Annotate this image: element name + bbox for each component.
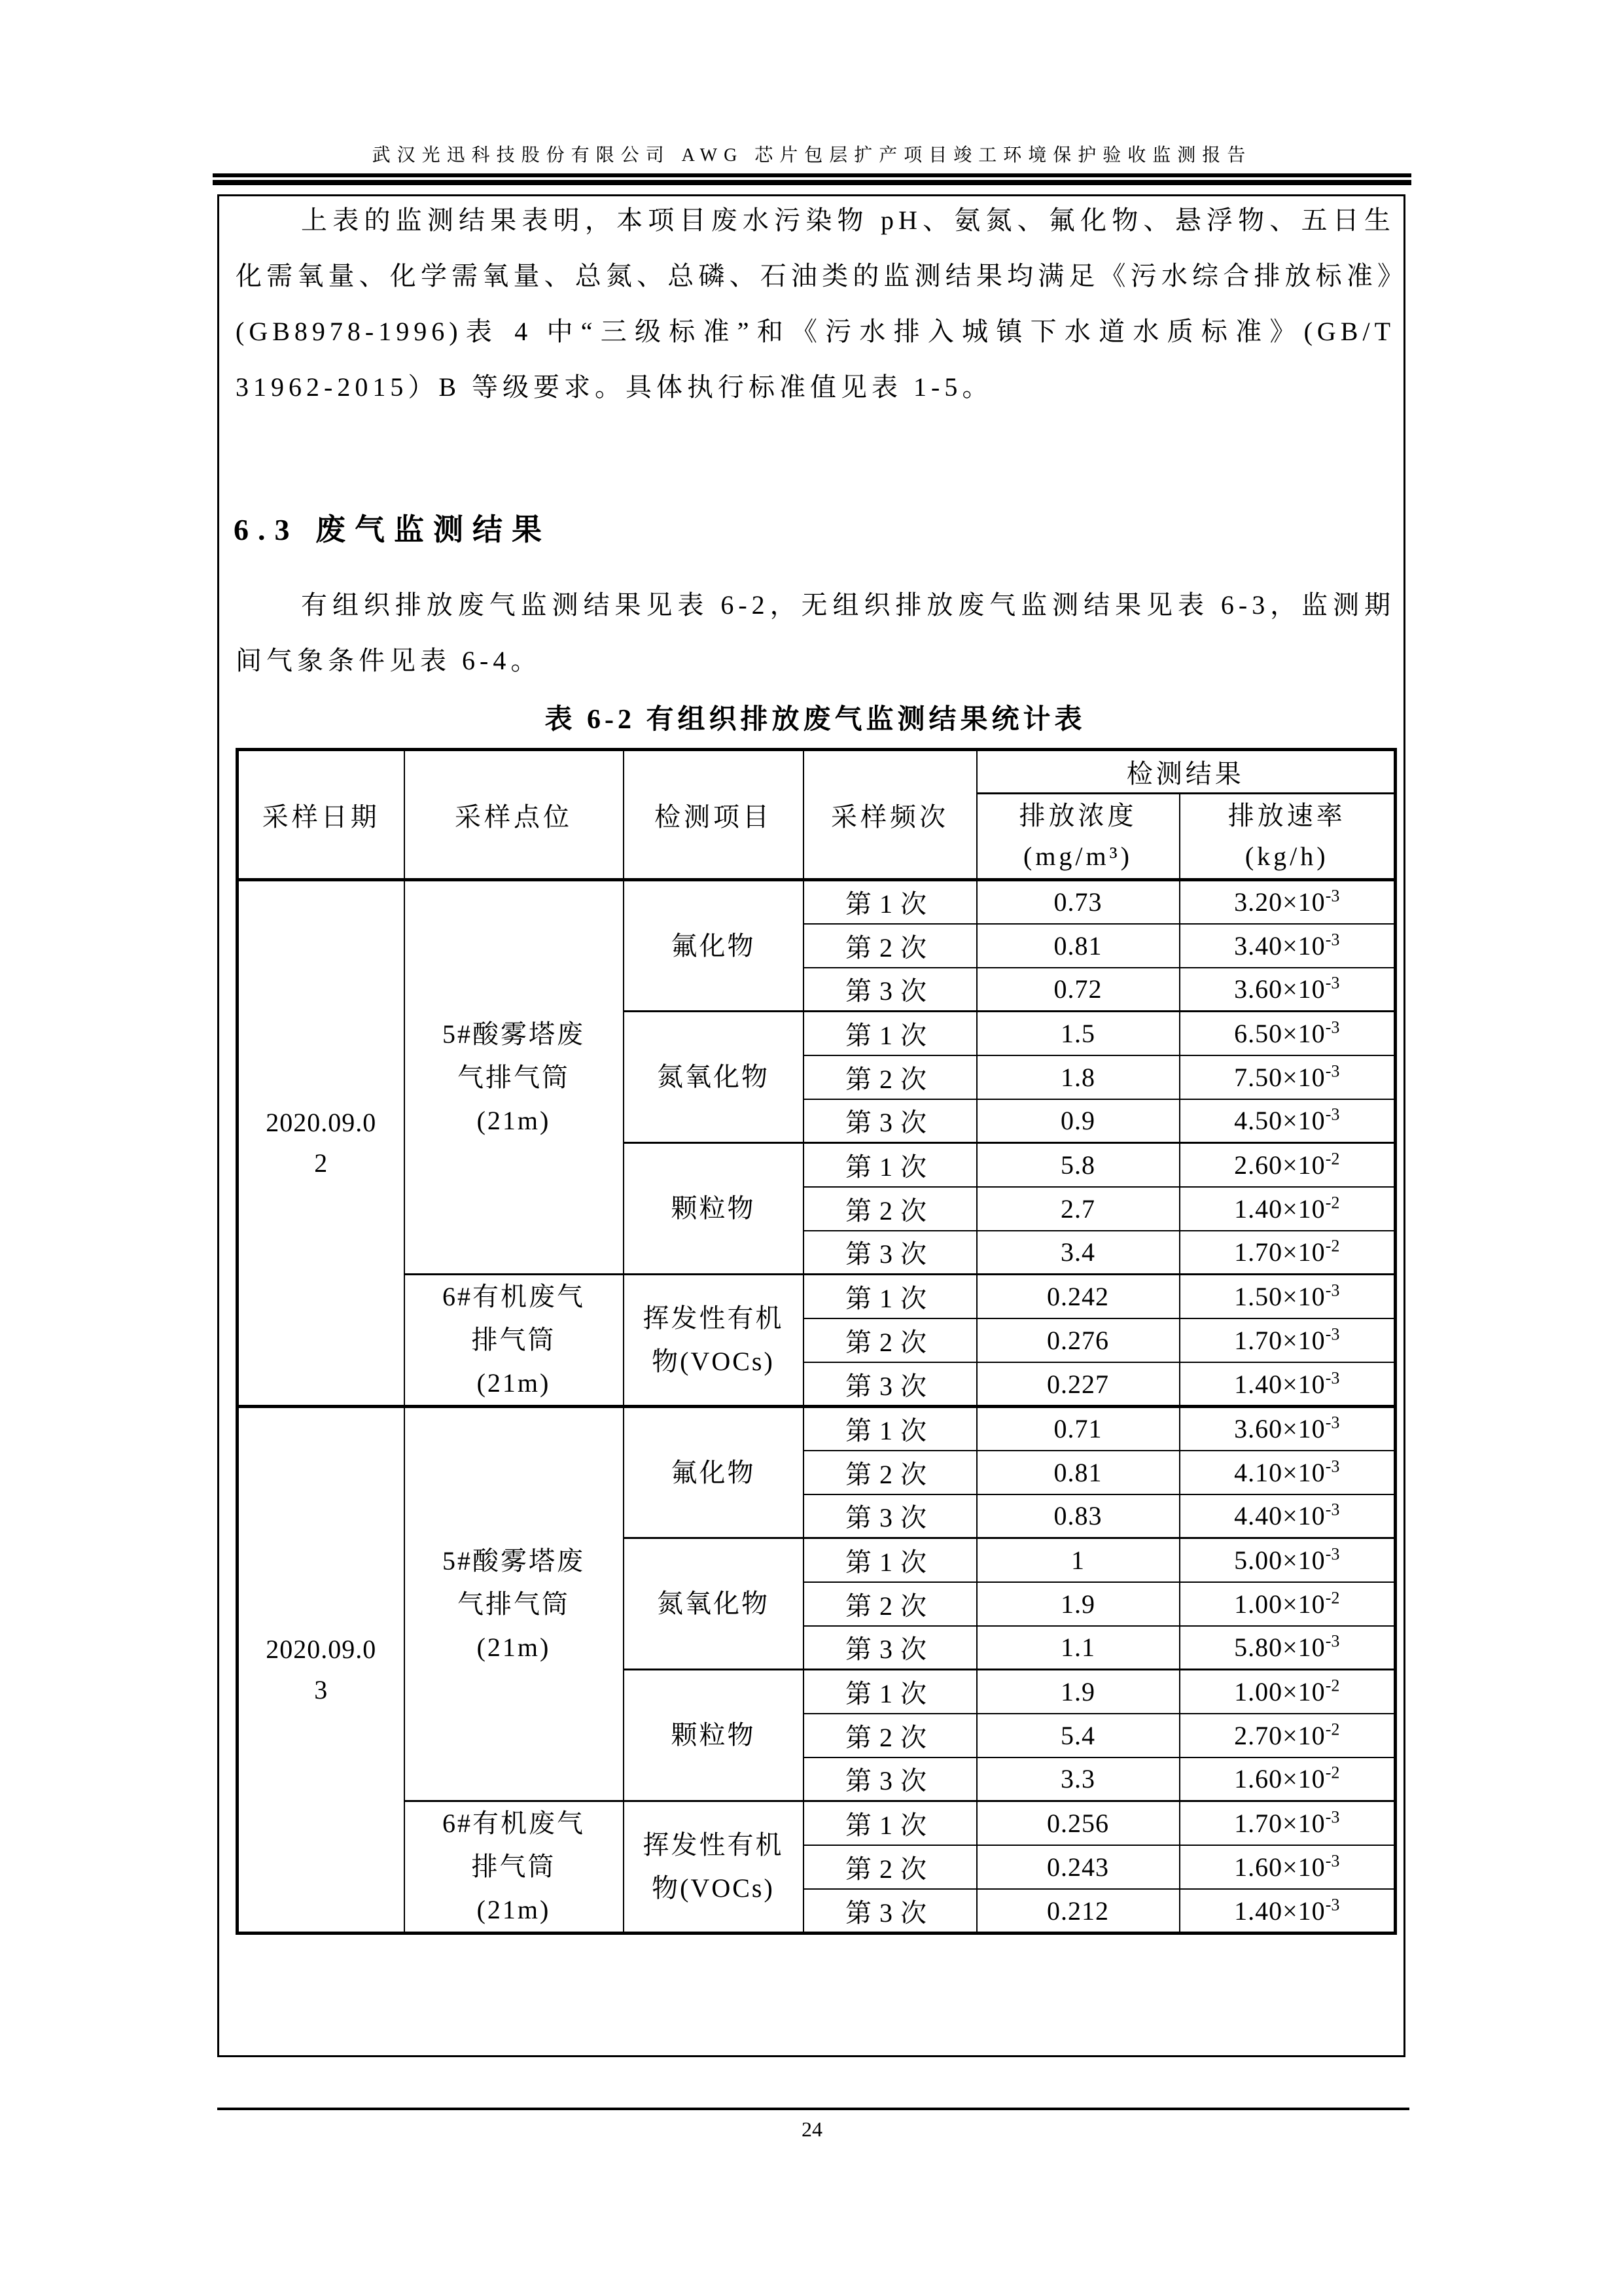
rate-cell: $2.60\times 10^{-2}$ bbox=[1180, 1143, 1396, 1187]
concentration-cell: 0.83 bbox=[977, 1494, 1180, 1538]
rate-exponent: -2 bbox=[1325, 1763, 1340, 1782]
rate-exponent: -3 bbox=[1325, 973, 1340, 993]
rate-cell: $4.10\times 10^{-3}$ bbox=[1180, 1451, 1396, 1494]
rate-exponent: -3 bbox=[1325, 930, 1340, 949]
rate-unit: (kg/h) bbox=[1244, 841, 1329, 871]
rate-cell: $7.50\times 10^{-3}$ bbox=[1180, 1055, 1396, 1099]
frequency-cell: 第1次 bbox=[803, 1801, 977, 1845]
rate-exponent: -3 bbox=[1325, 1851, 1340, 1871]
col-header-date: 采样日期 bbox=[238, 750, 404, 880]
item-cell: 颗粒物 bbox=[624, 1670, 803, 1801]
date-cell: 2020.09.0 2 bbox=[238, 880, 404, 1407]
concentration-cell: 1 bbox=[977, 1538, 1180, 1582]
rate-exponent: -3 bbox=[1325, 1324, 1340, 1344]
rate-cell: $3.60\times 10^{-3}$ bbox=[1180, 968, 1396, 1012]
concentration-cell: 0.243 bbox=[977, 1845, 1180, 1889]
item-cell: 氟化物 bbox=[624, 1407, 803, 1538]
frequency-cell: 第1次 bbox=[803, 1012, 977, 1055]
running-header-title: 武汉光迅科技股份有限公司 AWG 芯片包层扩产项目竣工环境保护验收监测报告 bbox=[372, 145, 1252, 166]
rate-exponent: -3 bbox=[1325, 1631, 1340, 1651]
concentration-cell: 1.1 bbox=[977, 1626, 1180, 1670]
rate-cell: $1.40\times 10^{-3}$ bbox=[1180, 1889, 1396, 1933]
item-cell: 挥发性有机 物(VOCs) bbox=[624, 1275, 803, 1407]
rate-exponent: -3 bbox=[1325, 1457, 1340, 1476]
frequency-cell: 第1次 bbox=[803, 1407, 977, 1451]
frequency-cell: 第3次 bbox=[803, 968, 977, 1012]
paragraph-wastewater-summary: 上表的监测结果表明，本项目废水污染物 pH、氨氮、氟化物、悬浮物、五日生化需氧量、化学需氧量、总氮、总磷、石油类的监测结果均满足《污水综合排放标准》(GB8978-1996)表 4 中“三级标准”和《污水排入城镇下水道水质标准》(GB/T 31962-2015）B 等级要求。具体执行标准值见表 1-5。 bbox=[236, 205, 1395, 402]
rate-cell: $2.70\times 10^{-2}$ bbox=[1180, 1714, 1396, 1757]
rate-exponent: -2 bbox=[1325, 1193, 1340, 1212]
rate-exponent: -2 bbox=[1325, 1236, 1340, 1256]
concentration-cell: 3.3 bbox=[977, 1757, 1180, 1801]
rate-exponent: -2 bbox=[1325, 1588, 1340, 1608]
date-cell: 2020.09.0 3 bbox=[238, 1407, 404, 1934]
col-header-rate bbox=[1180, 794, 1396, 880]
frequency-cell: 第3次 bbox=[803, 1626, 977, 1670]
rate-exponent: -3 bbox=[1325, 1895, 1340, 1915]
frequency-cell: 第2次 bbox=[803, 1055, 977, 1099]
concentration-cell: 5.4 bbox=[977, 1714, 1180, 1757]
header-rule bbox=[213, 173, 1411, 185]
rate-exponent: -3 bbox=[1325, 1368, 1340, 1388]
rate-exponent: -3 bbox=[1325, 1500, 1340, 1519]
page-number: 24 bbox=[802, 2117, 822, 2141]
rate-cell: $1.70\times 10^{-3}$ bbox=[1180, 1318, 1396, 1362]
frequency-cell: 第3次 bbox=[803, 1494, 977, 1538]
rate-cell: $1.40\times 10^{-3}$ bbox=[1180, 1362, 1396, 1406]
rate-exponent: -3 bbox=[1325, 1061, 1340, 1081]
concentration-cell: 0.227 bbox=[977, 1362, 1180, 1406]
rate-label: 排放速率 bbox=[1227, 801, 1346, 830]
location-cell: 6#有机废气 排气筒 (21m) bbox=[404, 1801, 624, 1934]
concentration-cell: 5.8 bbox=[977, 1143, 1180, 1187]
concentration-cell: 0.9 bbox=[977, 1099, 1180, 1143]
item-cell: 挥发性有机 物(VOCs) bbox=[624, 1801, 803, 1934]
monitoring-results-table bbox=[236, 748, 1397, 1935]
frequency-cell: 第1次 bbox=[803, 880, 977, 924]
frequency-cell: 第3次 bbox=[803, 1362, 977, 1406]
rate-cell: $4.40\times 10^{-3}$ bbox=[1180, 1494, 1396, 1538]
col-header-concentration bbox=[977, 794, 1180, 880]
paragraph-gas-intro: 有组织排放废气监测结果见表 6-2，无组织排放废气监测结果见表 6-3，监测期间气象条件见表 6-4。 bbox=[236, 590, 1395, 675]
concentration-cell: 0.71 bbox=[977, 1407, 1180, 1451]
concentration-cell: 0.212 bbox=[977, 1889, 1180, 1933]
frequency-cell: 第1次 bbox=[803, 1670, 977, 1714]
frequency-cell: 第2次 bbox=[803, 1187, 977, 1231]
concentration-cell: 0.276 bbox=[977, 1318, 1180, 1362]
rate-cell: $1.50\times 10^{-3}$ bbox=[1180, 1275, 1396, 1318]
rate-cell: $1.60\times 10^{-2}$ bbox=[1180, 1757, 1396, 1801]
rate-cell: $3.20\times 10^{-3}$ bbox=[1180, 880, 1396, 924]
rate-cell: $1.70\times 10^{-3}$ bbox=[1180, 1801, 1396, 1845]
frequency-cell: 第1次 bbox=[803, 1143, 977, 1187]
frequency-cell: 第2次 bbox=[803, 1845, 977, 1889]
rate-exponent: -2 bbox=[1325, 1149, 1340, 1169]
item-cell: 氮氧化物 bbox=[624, 1012, 803, 1143]
rate-cell: $1.60\times 10^{-3}$ bbox=[1180, 1845, 1396, 1889]
frequency-cell: 第2次 bbox=[803, 1714, 977, 1757]
rate-cell: $1.40\times 10^{-2}$ bbox=[1180, 1187, 1396, 1231]
concentration-cell: 0.72 bbox=[977, 968, 1180, 1012]
concentration-cell: 0.73 bbox=[977, 880, 1180, 924]
rate-cell: $6.50\times 10^{-3}$ bbox=[1180, 1012, 1396, 1055]
rate-exponent: -3 bbox=[1325, 1807, 1340, 1827]
rate-exponent: -3 bbox=[1325, 1017, 1340, 1037]
concentration-label: 排放浓度 bbox=[1019, 801, 1137, 830]
concentration-cell: 0.242 bbox=[977, 1275, 1180, 1318]
location-cell: 5#酸雾塔废 气排气筒 (21m) bbox=[404, 1407, 624, 1801]
frequency-cell: 第3次 bbox=[803, 1757, 977, 1801]
footer-rule bbox=[217, 2108, 1409, 2110]
col-header-location: 采样点位 bbox=[404, 750, 624, 880]
table-title: 表 6-2 有组织排放废气监测结果统计表 bbox=[544, 705, 1086, 735]
concentration-cell: 0.256 bbox=[977, 1801, 1180, 1845]
rate-exponent: -2 bbox=[1325, 1720, 1340, 1739]
concentration-cell: 0.81 bbox=[977, 924, 1180, 968]
frequency-cell: 第2次 bbox=[803, 924, 977, 968]
col-header-result: 检测结果 bbox=[977, 750, 1396, 794]
rate-exponent: -3 bbox=[1325, 1104, 1340, 1124]
section-heading-6-3: 6.3 废气监测结果 bbox=[234, 513, 551, 546]
rate-exponent: -2 bbox=[1325, 1676, 1340, 1695]
rate-cell: $5.80\times 10^{-3}$ bbox=[1180, 1626, 1396, 1670]
frequency-cell: 第3次 bbox=[803, 1099, 977, 1143]
frequency-cell: 第3次 bbox=[803, 1231, 977, 1275]
frequency-cell: 第3次 bbox=[803, 1889, 977, 1933]
concentration-cell: 2.7 bbox=[977, 1187, 1180, 1231]
rate-cell: $1.70\times 10^{-2}$ bbox=[1180, 1231, 1396, 1275]
concentration-cell: 3.4 bbox=[977, 1231, 1180, 1275]
frequency-cell: 第2次 bbox=[803, 1318, 977, 1362]
frequency-cell: 第1次 bbox=[803, 1275, 977, 1318]
rate-exponent: -3 bbox=[1325, 1544, 1340, 1564]
frequency-cell: 第1次 bbox=[803, 1538, 977, 1582]
concentration-unit: (mg/m³) bbox=[1023, 841, 1133, 871]
location-cell: 6#有机废气 排气筒 (21m) bbox=[404, 1275, 624, 1407]
col-header-item: 检测项目 bbox=[624, 750, 803, 880]
frequency-cell: 第2次 bbox=[803, 1451, 977, 1494]
concentration-cell: 1.5 bbox=[977, 1012, 1180, 1055]
concentration-cell: 0.81 bbox=[977, 1451, 1180, 1494]
location-cell: 5#酸雾塔废 气排气筒 (21m) bbox=[404, 880, 624, 1275]
rate-cell: $5.00\times 10^{-3}$ bbox=[1180, 1538, 1396, 1582]
rate-cell: $4.50\times 10^{-3}$ bbox=[1180, 1099, 1396, 1143]
rate-exponent: -3 bbox=[1325, 886, 1340, 906]
col-header-frequency: 采样频次 bbox=[803, 750, 977, 880]
concentration-cell: 1.9 bbox=[977, 1582, 1180, 1626]
rate-cell: $1.00\times 10^{-2}$ bbox=[1180, 1582, 1396, 1626]
rate-cell: $3.40\times 10^{-3}$ bbox=[1180, 924, 1396, 968]
frequency-cell: 第2次 bbox=[803, 1582, 977, 1626]
item-cell: 颗粒物 bbox=[624, 1143, 803, 1275]
rate-cell: $3.60\times 10^{-3}$ bbox=[1180, 1407, 1396, 1451]
rate-cell: $1.00\times 10^{-2}$ bbox=[1180, 1670, 1396, 1714]
rate-exponent: -3 bbox=[1325, 1413, 1340, 1432]
item-cell: 氮氧化物 bbox=[624, 1538, 803, 1670]
concentration-cell: 1.8 bbox=[977, 1055, 1180, 1099]
concentration-cell: 1.9 bbox=[977, 1670, 1180, 1714]
rate-exponent: -3 bbox=[1325, 1280, 1340, 1300]
item-cell: 氟化物 bbox=[624, 880, 803, 1012]
